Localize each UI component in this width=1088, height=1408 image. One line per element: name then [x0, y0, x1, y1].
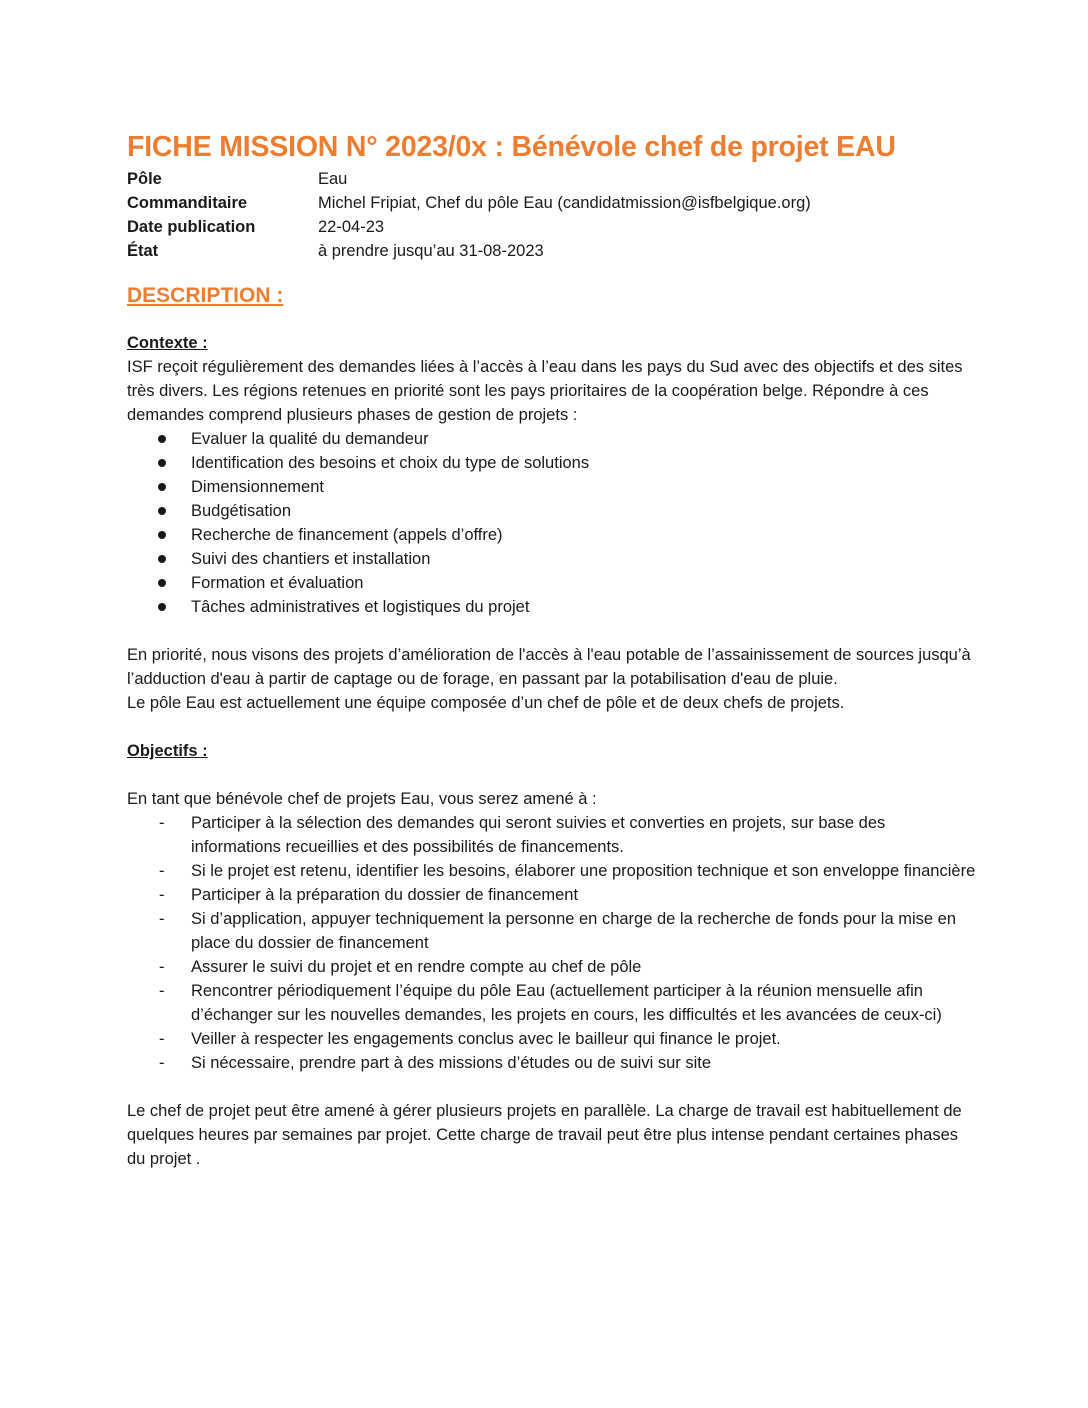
list-item: Budgétisation	[127, 499, 977, 523]
list-item: Tâches administratives et logistiques du projet	[127, 595, 977, 619]
list-item: - Assurer le suivi du projet et en rendre compte au chef de pôle	[127, 955, 977, 979]
meta-key: Commanditaire	[127, 194, 248, 212]
objectifs-intro: En tant que bénévole chef de projets Eau, vous serez amené à :	[127, 790, 597, 808]
meta-value: à prendre jusqu’au 31-08-2023	[318, 242, 544, 260]
contexte-section	[127, 331, 977, 715]
meta-row-date-publication	[127, 215, 977, 239]
list-item: - Rencontrer périodiquement l’équipe du pôle Eau (actuellement participer à la réunion mensuelle afin d’échanger sur les nouvelles demandes, les projets en cours, les difficultés et les avancées de ceux-ci)	[127, 979, 977, 1027]
meta-key: Date publication	[127, 218, 256, 236]
objectifs-heading: Objectifs :	[127, 742, 208, 760]
mission-meta-table	[127, 167, 977, 263]
list-item: Recherche de financement (appels d’offre)	[127, 523, 977, 547]
meta-value: 22-04-23	[318, 218, 385, 236]
contexte-intro: ISF reçoit régulièrement des demandes liées à l’accès à l’eau dans les pays du Sud avec des objectifs et des sites très divers. Les régions retenues en priorité sont les pays prioritaires de la coopération belge. Répondre à ces demandes comprend plusieurs phases de gestion de projets :	[127, 358, 963, 424]
contexte-heading: Contexte :	[127, 334, 208, 352]
meta-key: État	[127, 242, 159, 260]
list-item: Dimensionnement	[127, 475, 977, 499]
description-heading: DESCRIPTION :	[127, 284, 284, 307]
list-item: Identification des besoins et choix du type de solutions	[127, 451, 977, 475]
list-item: - Participer à la sélection des demandes qui seront suivies et converties en projets, sur base des informations recueillies et des possibilités de financements.	[127, 811, 977, 859]
objectifs-section	[127, 739, 977, 1171]
list-item: - Si le projet est retenu, identifier les besoins, élaborer une proposition technique et son enveloppe financière	[127, 859, 977, 883]
meta-row-pole	[127, 167, 977, 191]
workload-paragraph: Le chef de projet peut être amené à gérer plusieurs projets en parallèle. La charge de travail est habituellement de quelques heures par semaines par projet. Cette charge de travail peut être plus intense pendant certaines phases du projet .	[127, 1102, 962, 1168]
list-item: - Veiller à respecter les engagements conclus avec le bailleur qui finance le projet.	[127, 1027, 977, 1051]
meta-key: Pôle	[127, 170, 162, 188]
list-item: - Si nécessaire, prendre part à des missions d’études ou de suivi sur site	[127, 1051, 977, 1075]
objectifs-list	[127, 811, 977, 1075]
contexte-team-paragraph: Le pôle Eau est actuellement une équipe composée d’un chef de pôle et de deux chefs de projets.	[127, 694, 845, 712]
meta-row-commanditaire	[127, 191, 977, 215]
list-item: Suivi des chantiers et installation	[127, 547, 977, 571]
list-item: Formation et évaluation	[127, 571, 977, 595]
meta-value: Eau	[318, 170, 348, 188]
page-title: FICHE MISSION N° 2023/0x : Bénévole chef de projet EAU	[127, 131, 896, 163]
list-item: - Si d’application, appuyer techniquement la personne en charge de la recherche de fonds pour la mise en place du dossier de financement	[127, 907, 977, 955]
contexte-priority-paragraph: En priorité, nous visons des projets d’amélioration de l'accès à l'eau potable de l’assainissement de sources jusqu’à l’adduction d'eau à partir de captage ou de forage, en passant par la potabilisation d'eau de pluie.	[127, 646, 971, 688]
phases-list	[127, 427, 977, 619]
list-item: - Participer à la préparation du dossier de financement	[127, 883, 977, 907]
document-page	[127, 128, 977, 1171]
meta-row-etat	[127, 239, 977, 263]
list-item: Evaluer la qualité du demandeur	[127, 427, 977, 451]
meta-value: Michel Fripiat, Chef du pôle Eau (candidatmission@isfbelgique.org)	[318, 194, 811, 212]
